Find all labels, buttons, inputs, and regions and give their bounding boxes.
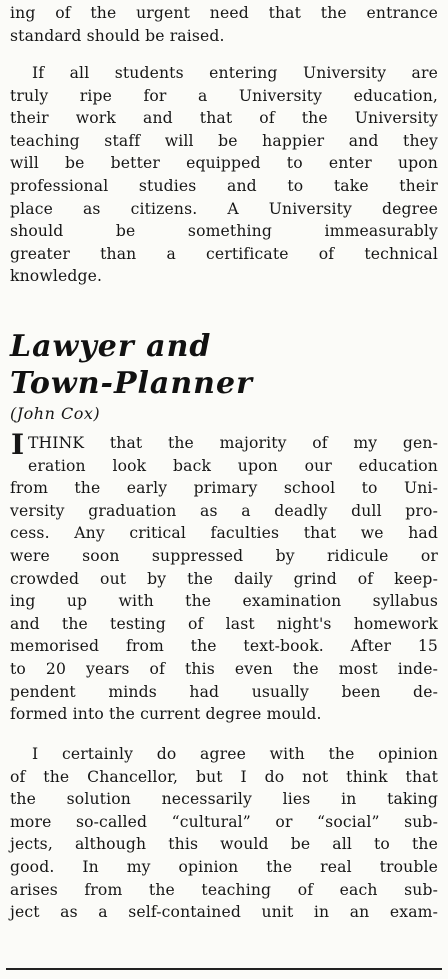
text-line: ject as a self-contained unit in an exam- — [10, 903, 438, 922]
text-line: the solution necessarily lies in taking — [10, 790, 438, 809]
text-line: should be something immeasurably — [10, 222, 438, 241]
text-line: formed into the current degree mould. — [10, 705, 322, 724]
text-line: and the testing of last night's homework — [10, 614, 438, 633]
body-paragraph — [10, 62, 438, 288]
text-line: more so-called “cultural” or “social” sub- — [10, 812, 438, 831]
text-line: greater than a certificate of technical — [10, 244, 438, 263]
text-line: standard should be raised. — [10, 26, 225, 45]
text-line: their work and that of the University — [10, 109, 438, 128]
section-heading-line-1: Lawyer and — [10, 329, 212, 364]
text-line: arises from the teaching of each sub- — [10, 880, 438, 899]
text-line: ing up with the examination syllabus — [10, 592, 438, 611]
text-line: memorised from the text-book. After 15 — [10, 637, 438, 656]
text-line: of the Chancellor, but I do not think that — [10, 767, 438, 786]
text-line: were soon suppressed by ridicule or — [10, 546, 438, 565]
text-line: knowledge. — [10, 267, 103, 286]
author-byline: (John Cox) — [10, 404, 101, 423]
text-line: If all students entering University are — [32, 64, 438, 82]
text-line: professional studies and to take their — [10, 176, 438, 195]
intro-paragraph — [10, 2, 438, 47]
text-line: truly ripe for a University education, — [10, 86, 438, 105]
text-line: crowded out by the daily grind of keep- — [10, 569, 438, 588]
text-line: eration look back upon our education — [28, 456, 438, 475]
bottom-rule-divider — [6, 968, 442, 970]
text-line: THINK that the majority of my gen- — [28, 434, 438, 452]
text-line: I certainly do agree with the opinion — [32, 745, 438, 763]
text-line: from the early primary school to Uni- — [10, 479, 438, 498]
text-line: will be better equipped to enter upon — [10, 154, 438, 173]
body-paragraph — [10, 428, 438, 726]
section-heading-line-2: Town-Planner — [10, 366, 253, 401]
text-line: teaching staff will be happier and they — [10, 131, 438, 150]
text-line: to 20 years of this even the most inde- — [10, 659, 438, 678]
text-line: versity graduation as a deadly dull pro- — [10, 501, 438, 520]
body-paragraph — [10, 743, 438, 924]
text-line: cess. Any critical faculties that we had — [10, 524, 438, 543]
text-line: ing of the urgent need that the entrance — [10, 4, 438, 22]
text-line: place as citizens. A University degree — [10, 199, 438, 218]
drop-cap: I — [11, 428, 25, 461]
text-line: jects, although this would be all to the — [10, 835, 438, 854]
text-line: good. In my opinion the real trouble — [10, 857, 438, 876]
text-line: pendent minds had usually been de- — [10, 682, 438, 701]
